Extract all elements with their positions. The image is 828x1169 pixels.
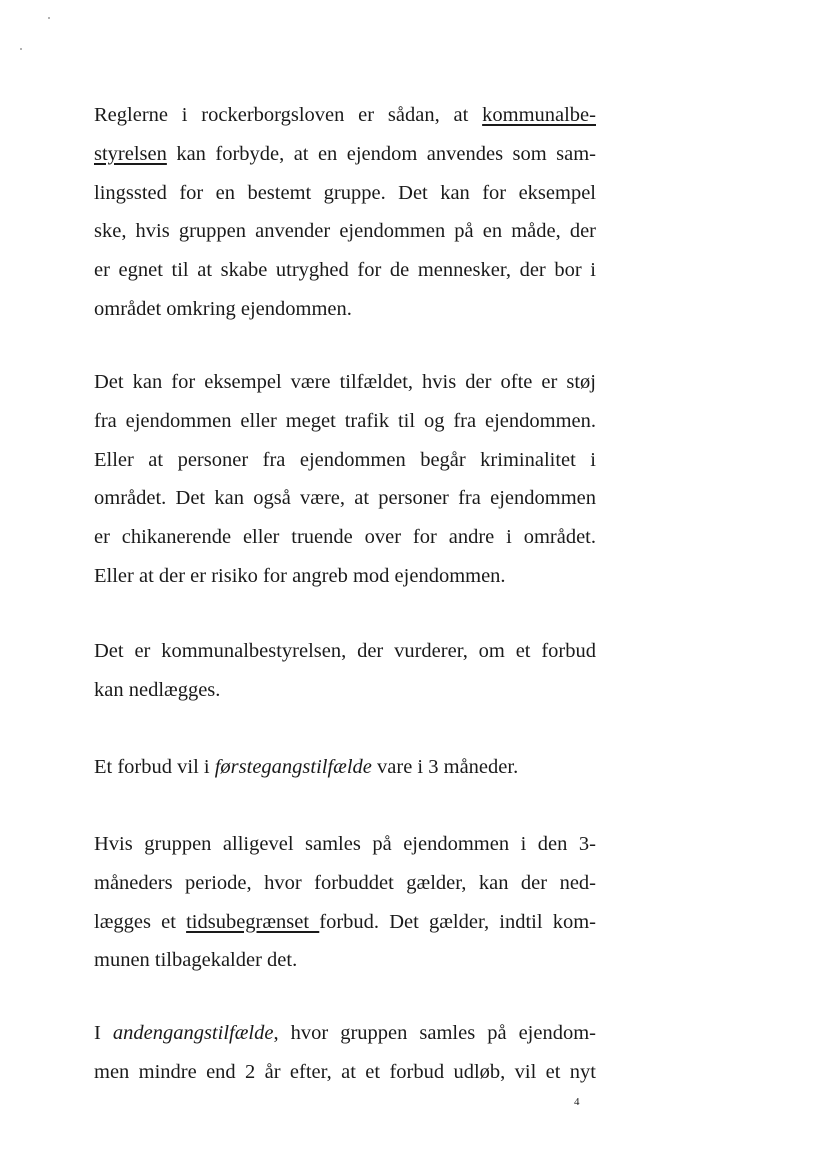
text-line [94, 135, 596, 174]
page-number: 4 [574, 1096, 580, 1108]
text-run: området omkring ejendommen. [94, 297, 352, 320]
text-line [94, 1053, 596, 1092]
text-line [94, 441, 596, 480]
text-run: Reglerne i rockerborgsloven er sådan, at [94, 104, 483, 126]
scan-speck [48, 17, 50, 19]
text-run: I [94, 1022, 113, 1044]
text-line [94, 557, 596, 596]
text-run: Det kan for eksempel være tilfældet, hvis der ofte er støj [94, 371, 596, 393]
italic-term: førstegangstilfælde [214, 756, 372, 778]
text-line [94, 941, 596, 980]
text-line [94, 825, 596, 864]
text-run: Hvis gruppen alligevel samles på ejendommen i den 3- [94, 833, 596, 855]
text-run: fra ejendommen eller meget trafik til og fra ejendommen. [94, 409, 596, 432]
text-run: ske, hvis gruppen anvender ejendommen på en måde, der [94, 220, 596, 243]
text-run: munen tilbagekalder det. [94, 949, 298, 972]
scan-speck [20, 48, 22, 50]
text-line [94, 402, 596, 441]
text-run: er chikanerende eller truende over for andre i området. [94, 526, 596, 549]
text-line [94, 479, 596, 518]
text-run: vare i 3 måneder. [371, 756, 519, 778]
text-line [94, 212, 596, 251]
text-line [94, 290, 596, 329]
paragraph-rules [94, 96, 596, 329]
text-run: måneders periode, hvor forbuddet gælder, kan der ned- [94, 871, 596, 894]
paragraph-examples [94, 363, 596, 596]
text-run: forbud. Det gælder, indtil kom- [319, 910, 596, 933]
text-line [94, 903, 596, 942]
text-run: kan nedlægges. [94, 678, 221, 701]
paragraph-unlimited-ban [94, 825, 596, 980]
underlined-term: tidsubegrænset [186, 910, 320, 933]
text-line [94, 748, 596, 787]
text-run: er egnet til at skabe utryghed for de mennesker, der bor i [94, 259, 596, 282]
text-line [94, 174, 596, 213]
text-run: Det er kommunalbestyrelsen, der vurderer, om et forbud [94, 640, 596, 662]
underlined-term: styrelsen [94, 142, 167, 165]
text-run: kan forbyde, at en ejendom anvendes som sam- [166, 142, 596, 165]
text-line [94, 864, 596, 903]
text-line [94, 632, 596, 671]
text-line [94, 518, 596, 557]
text-line [94, 96, 596, 135]
text-run: , hvor gruppen samles på ejendom- [273, 1022, 597, 1044]
text-line [94, 363, 596, 402]
text-run: Eller at der er risiko for angreb mod ejendommen. [94, 564, 506, 587]
text-line [94, 671, 596, 710]
text-line [94, 251, 596, 290]
text-run: området. Det kan også være, at personer fra ejendommen [94, 487, 596, 510]
text-run: men mindre end 2 år efter, at et forbud udløb, vil et nyt [94, 1060, 596, 1083]
paragraph-second-time [94, 1014, 596, 1092]
text-run: Et forbud vil i [94, 756, 215, 778]
underlined-term: kommunalbe- [482, 104, 596, 126]
text-run: lægges et [94, 910, 187, 933]
italic-term: andengangstilfælde [112, 1022, 274, 1044]
text-run: Eller at personer fra ejendommen begår kriminalitet i [94, 448, 596, 471]
paragraph-assessment [94, 632, 596, 710]
text-run: lingssted for en bestemt gruppe. Det kan for eksempel [94, 181, 596, 204]
text-line [94, 1014, 596, 1053]
paragraph-first-time [94, 748, 596, 787]
